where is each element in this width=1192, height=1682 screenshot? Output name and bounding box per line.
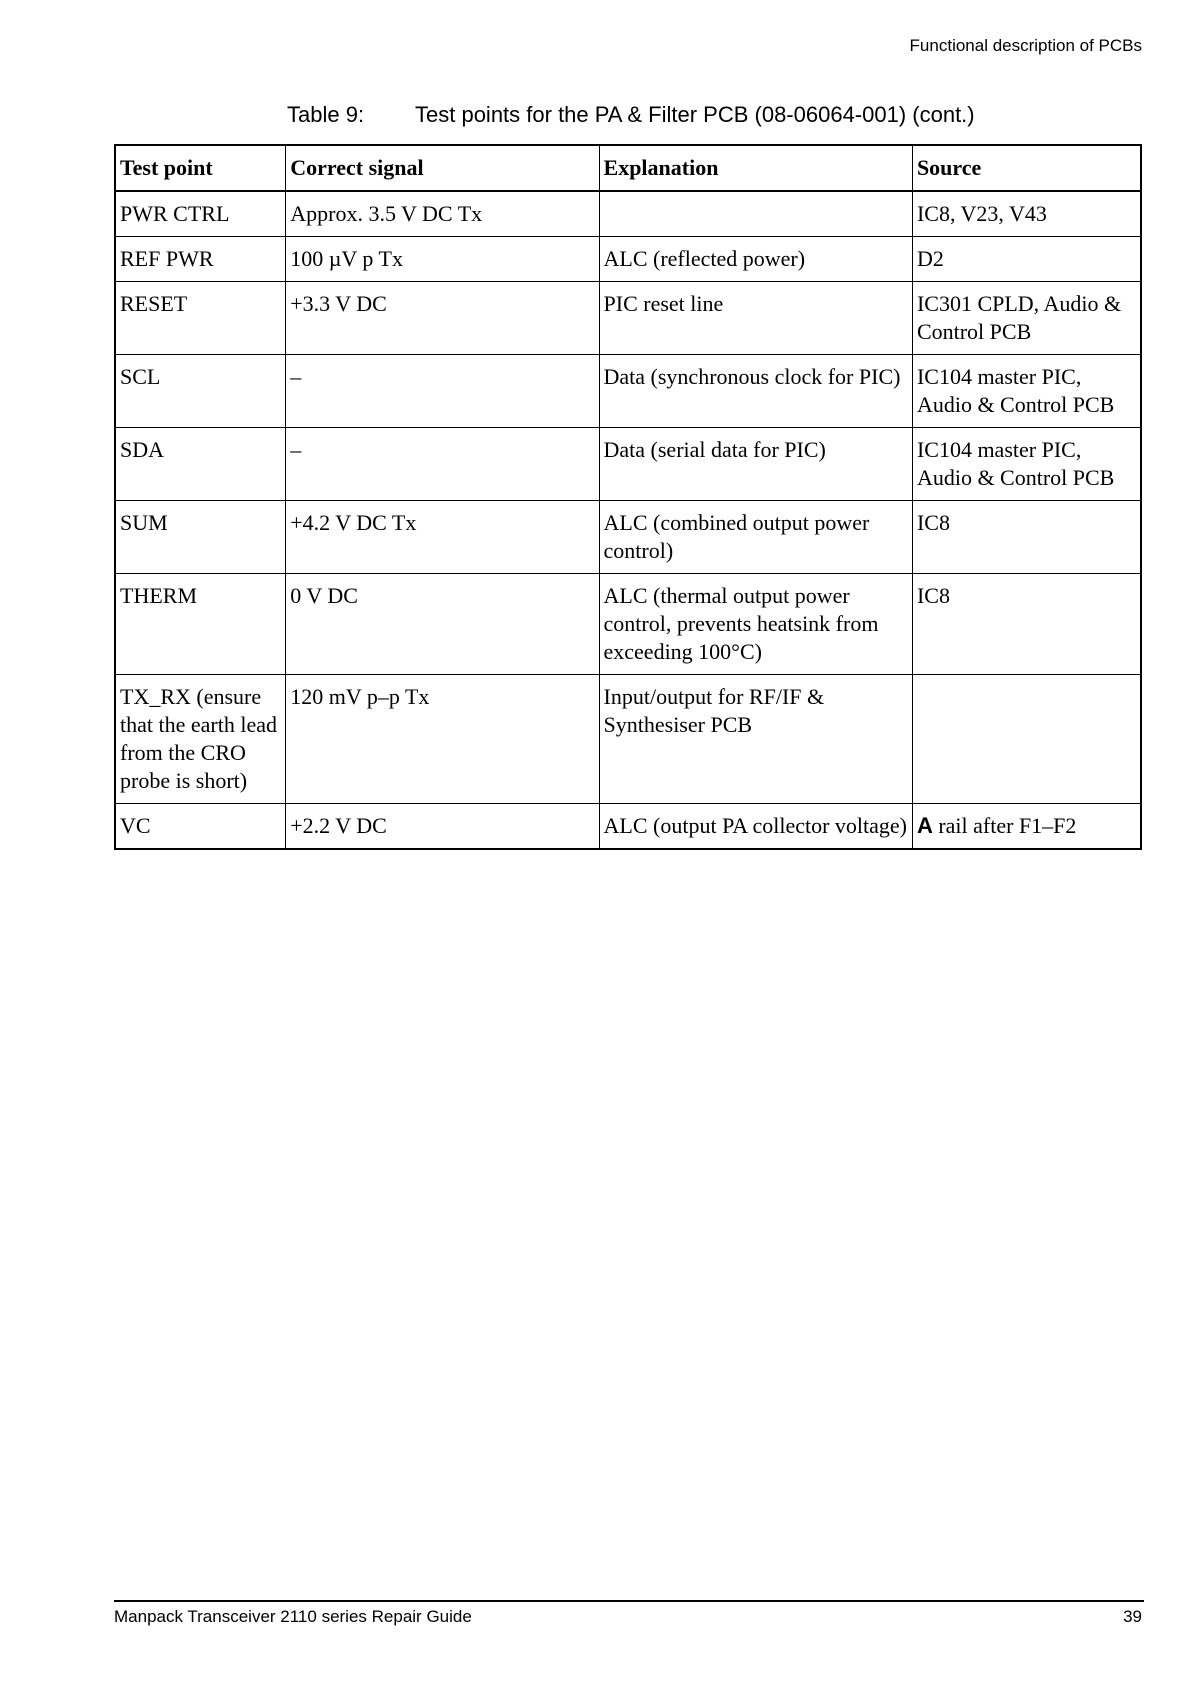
cell-correct-signal: 0 V DC: [286, 574, 599, 675]
cell-explanation: ALC (thermal output power control, prevents heatsink from exceeding 100°C): [599, 574, 912, 675]
table-caption: [287, 102, 975, 128]
table-caption-label: Table 9:: [287, 102, 365, 127]
cell-source: IC8: [912, 574, 1141, 675]
cell-source: IC8, V23, V43: [912, 191, 1141, 237]
section-title: Functional description of PCBs: [909, 36, 1142, 55]
table-row: [115, 355, 1141, 428]
page-number: 39: [1123, 1607, 1142, 1626]
cell-source: IC104 master PIC, Audio & Control PCB: [912, 428, 1141, 501]
cell-correct-signal: +3.3 V DC: [286, 282, 599, 355]
cell-test-point: RESET: [115, 282, 286, 355]
table-header-row: [115, 145, 1141, 191]
column-header-source: Source: [912, 145, 1141, 191]
table-row: [115, 804, 1141, 850]
cell-explanation: PIC reset line: [599, 282, 912, 355]
table-row: [115, 237, 1141, 282]
column-header-explanation: Explanation: [599, 145, 912, 191]
cell-test-point: REF PWR: [115, 237, 286, 282]
rail-description: rail after F1–F2: [932, 813, 1077, 838]
cell-explanation: Data (synchronous clock for PIC): [599, 355, 912, 428]
cell-source: IC104 master PIC, Audio & Control PCB: [912, 355, 1141, 428]
cell-correct-signal: +2.2 V DC: [286, 804, 599, 850]
cell-source: D2: [912, 237, 1141, 282]
cell-source: IC8: [912, 501, 1141, 574]
cell-test-point: TX_RX (ensure that the earth lead from the CRO probe is short): [115, 675, 286, 804]
cell-source: IC301 CPLD, Audio & Control PCB: [912, 282, 1141, 355]
footer-doc-title: Manpack Transceiver 2110 series Repair Guide: [114, 1607, 472, 1626]
cell-correct-signal: 120 mV p–p Tx: [286, 675, 599, 804]
table-row: [115, 282, 1141, 355]
cell-correct-signal: Approx. 3.5 V DC Tx: [286, 191, 599, 237]
cell-explanation: Input/output for RF/IF & Synthesiser PCB: [599, 675, 912, 804]
table-row: [115, 574, 1141, 675]
table-row: [115, 675, 1141, 804]
column-header-correct-signal: Correct signal: [286, 145, 599, 191]
table-row: [115, 191, 1141, 237]
cell-correct-signal: –: [286, 428, 599, 501]
rail-letter: A: [916, 813, 933, 838]
cell-explanation: [599, 191, 912, 237]
cell-explanation: ALC (reflected power): [599, 237, 912, 282]
cell-test-point: SDA: [115, 428, 286, 501]
cell-test-point: PWR CTRL: [115, 191, 286, 237]
cell-explanation: ALC (output PA collector voltage): [599, 804, 912, 850]
cell-correct-signal: –: [286, 355, 599, 428]
cell-test-point: VC: [115, 804, 286, 850]
cell-explanation: ALC (combined output power control): [599, 501, 912, 574]
cell-source: [912, 675, 1141, 804]
table-row: [115, 501, 1141, 574]
cell-source: [912, 804, 1141, 850]
cell-explanation: Data (serial data for PIC): [599, 428, 912, 501]
table-row: [115, 428, 1141, 501]
cell-test-point: SCL: [115, 355, 286, 428]
cell-test-point: THERM: [115, 574, 286, 675]
cell-test-point: SUM: [115, 501, 286, 574]
test-points-table: [114, 144, 1142, 850]
cell-correct-signal: 100 µV p Tx: [286, 237, 599, 282]
cell-correct-signal: +4.2 V DC Tx: [286, 501, 599, 574]
column-header-test-point: Test point: [115, 145, 286, 191]
footer-divider: [114, 1600, 1144, 1602]
table-caption-text: Test points for the PA & Filter PCB (08-06064-001) (cont.): [415, 102, 975, 127]
